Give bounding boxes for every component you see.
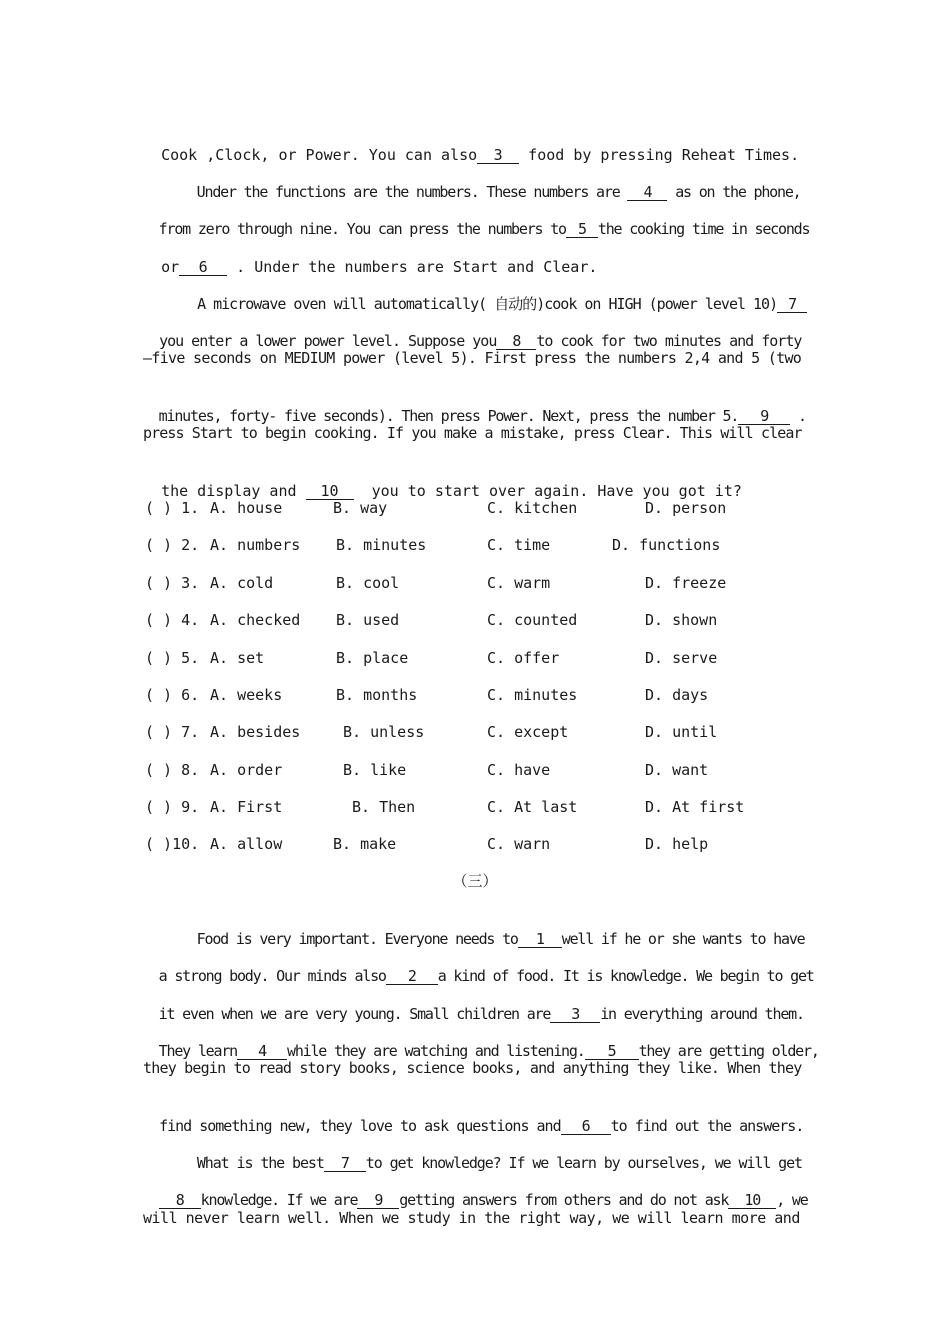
passage-text: while they are watching and listening. <box>286 1042 585 1060</box>
blank-10: 10 <box>728 1192 776 1209</box>
blank-9: 9 <box>738 408 790 425</box>
passage-text: They learn <box>158 1042 237 1060</box>
blank-3: 3 <box>550 1006 600 1023</box>
option-d: D. help <box>645 835 709 853</box>
passage-line <box>181 162 807 202</box>
passage-text: it even when we are very young. Small children are <box>158 1005 551 1023</box>
passage-text: in everything around them. <box>600 1005 804 1023</box>
passage-text: . Under the numbers are Start and Clear. <box>227 258 598 276</box>
passage-text: a strong body. Our minds also <box>158 967 386 985</box>
option-b: B. used <box>336 611 400 629</box>
passage-text: you to start over again. Have you got it? <box>353 482 742 500</box>
passage-text: to find out the answers. <box>610 1117 804 1135</box>
option-c: C. minutes <box>487 686 578 704</box>
option-d: D. functions <box>612 536 721 554</box>
passage-text: or <box>161 258 180 276</box>
blank-6: 6 <box>179 259 227 276</box>
passage-text: to cook for two minutes and forty <box>536 332 802 350</box>
option-b: B. minutes <box>336 536 427 554</box>
option-b: B. way <box>333 499 388 517</box>
option-d: D. person <box>645 499 727 517</box>
blank-3: 3 <box>477 147 519 164</box>
option-c: C. At last <box>487 798 578 816</box>
option-d: D. shown <box>645 611 718 629</box>
option-d: D. At first <box>645 798 745 816</box>
blank-10: 10 <box>306 483 354 500</box>
question-number: ( ) 2. <box>145 536 200 554</box>
question-number: ( ) 1. <box>145 499 200 517</box>
option-c: C. kitchen <box>487 499 578 517</box>
passage-text: . <box>790 407 806 425</box>
option-b: B. cool <box>336 574 400 592</box>
passage-text: they are getting older, <box>638 1042 819 1060</box>
passage-line <box>143 1021 819 1061</box>
passage-text: getting answers from others and do not ask <box>399 1191 729 1209</box>
option-a: A. weeks <box>210 686 283 704</box>
option-c: C. warm <box>487 574 551 592</box>
option-c: C. warn <box>487 835 551 853</box>
option-c: C. time <box>487 536 551 554</box>
passage-text: the cooking time in seconds <box>597 220 810 238</box>
passage-text: from zero through nine. You can press the numbers to <box>158 220 566 238</box>
passage-text: a kind of food. It is knowledge. We begin to get <box>437 967 814 985</box>
passage-text: Cook ,Clock, or Power. You can also <box>161 146 478 164</box>
passage-line <box>143 984 807 1024</box>
blank-8: 8 <box>159 1192 201 1209</box>
passage-text: A microwave oven will automatically( 自动的)cook on HIGH (power level 10) <box>197 295 778 313</box>
blank-5: 5 <box>566 221 598 238</box>
question-number: ( ) 7. <box>145 723 200 741</box>
question-number: ( ) 6. <box>145 686 200 704</box>
option-b: B. months <box>336 686 418 704</box>
option-a: A. house <box>210 499 283 517</box>
option-b: B. make <box>333 835 397 853</box>
passage-text: to get knowledge? If we learn by ourselves, we will get <box>365 1154 802 1172</box>
passage-text: , we <box>776 1191 808 1209</box>
option-a: A. numbers <box>210 536 301 554</box>
option-d: D. serve <box>645 649 718 667</box>
passage-text: What is the best <box>196 1154 324 1172</box>
blank-5: 5 <box>585 1043 639 1060</box>
blank-7: 7 <box>324 1155 366 1172</box>
passage-text: Under the functions are the numbers. These numbers are <box>196 183 628 201</box>
passage-line <box>143 1096 807 1136</box>
section-heading: （三） <box>452 872 498 890</box>
passage-text: find something new, they love to ask questions and <box>159 1117 561 1135</box>
option-d: D. days <box>645 686 709 704</box>
option-b: B. place <box>336 649 409 667</box>
passage-line <box>143 946 814 986</box>
blank-1: 1 <box>518 931 562 948</box>
passage-line <box>143 386 807 426</box>
passage-line <box>143 1170 807 1210</box>
passage-text: knowledge. If we are <box>200 1191 358 1209</box>
passage-text: the display and <box>161 482 306 500</box>
passage-text: well if he or she wants to have <box>561 930 805 948</box>
passage-line <box>143 125 807 165</box>
question-number: ( ) 3. <box>145 574 200 592</box>
passage-line: will never learn well. When we study in the right way, we will learn more and <box>143 1209 800 1227</box>
option-b: B. unless <box>343 723 425 741</box>
option-d: D. want <box>645 761 709 779</box>
blank-6: 6 <box>561 1118 611 1135</box>
option-c: C. except <box>487 723 569 741</box>
passage-line <box>143 199 810 239</box>
question-number: ( ) 8. <box>145 761 200 779</box>
passage-line <box>181 274 807 314</box>
passage-line <box>181 1133 807 1173</box>
blank-4: 4 <box>627 184 667 201</box>
blank-9: 9 <box>357 1192 399 1209</box>
option-a: A. set <box>210 649 265 667</box>
option-a: A. cold <box>210 574 274 592</box>
passage-text: you enter a lower power level. Suppose you <box>159 332 497 350</box>
blank-4: 4 <box>237 1043 287 1060</box>
option-b: B. Then <box>352 798 416 816</box>
question-number: ( ) 5. <box>145 649 200 667</box>
option-a: A. First <box>210 798 283 816</box>
option-b: B. like <box>343 761 407 779</box>
option-d: D. until <box>645 723 718 741</box>
option-c: C. counted <box>487 611 578 629</box>
blank-2: 2 <box>386 968 438 985</box>
question-number: ( ) 4. <box>145 611 200 629</box>
blank-7: 7 <box>777 296 807 313</box>
option-a: A. besides <box>210 723 301 741</box>
passage-line <box>181 909 807 949</box>
option-c: C. have <box>487 761 551 779</box>
passage-line <box>143 237 807 277</box>
blank-8: 8 <box>496 333 536 350</box>
question-number: ( )10. <box>145 835 200 853</box>
passage-text: minutes, forty- five seconds). Then press Power. Next, press the number 5. <box>158 407 739 425</box>
passage-line: they begin to read story books, science books, and anything they like. When they <box>143 1059 802 1077</box>
option-a: A. allow <box>210 835 283 853</box>
passage-text: as on the phone, <box>667 183 801 201</box>
option-c: C. offer <box>487 649 560 667</box>
question-number: ( ) 9. <box>145 798 200 816</box>
option-d: D. freeze <box>645 574 727 592</box>
passage-line <box>143 311 807 351</box>
passage-line: –five seconds on MEDIUM power (level 5). First press the numbers 2,4 and 5 (two <box>143 349 802 367</box>
passage-line: press Start to begin cooking. If you make a mistake, press Clear. This will clear <box>143 424 802 442</box>
passage-text: Food is very important. Everyone needs to <box>196 930 518 948</box>
option-a: A. checked <box>210 611 301 629</box>
passage-line <box>143 461 807 501</box>
option-a: A. order <box>210 761 283 779</box>
passage-text: food by pressing Reheat Times. <box>519 146 800 164</box>
